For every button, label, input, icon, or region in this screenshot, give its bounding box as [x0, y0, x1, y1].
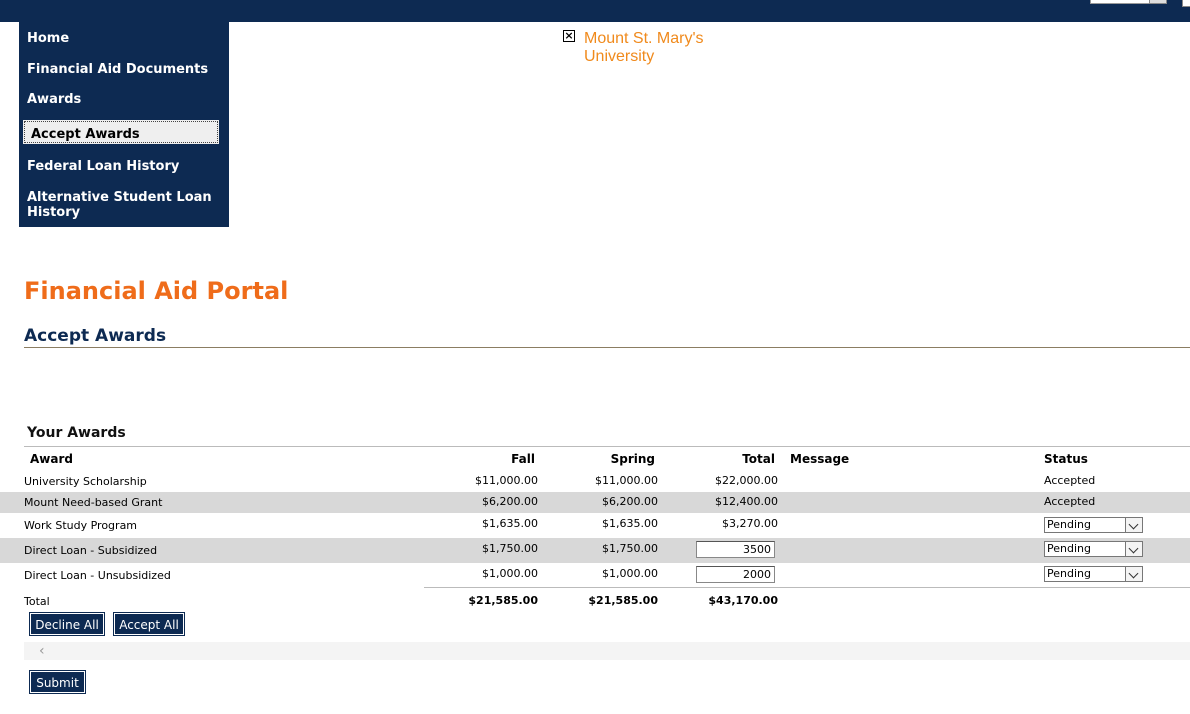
fall-amount: $1,750.00: [482, 542, 538, 555]
spring-amount: $6,200.00: [602, 495, 658, 508]
total-amount-input[interactable]: [696, 541, 775, 558]
fall-amount: $6,200.00: [482, 495, 538, 508]
fall-amount: $11,000.00: [475, 474, 538, 487]
award-name: University Scholarship: [24, 475, 147, 488]
totals-label: Total: [24, 595, 50, 608]
nav-item-federal-loan-history[interactable]: Federal Loan History: [27, 159, 180, 174]
status-text: Accepted: [1044, 495, 1096, 508]
table-row: [0, 563, 1190, 587]
chevron-left-icon[interactable]: ‹: [39, 643, 45, 659]
broken-image-icon: ×: [564, 29, 574, 42]
column-header-status: Status: [1044, 452, 1088, 466]
top-banner: [0, 0, 1190, 22]
status-select[interactable]: [1044, 517, 1143, 533]
spring-amount: $11,000.00: [595, 474, 658, 487]
status-select-value: Pending: [1047, 518, 1091, 531]
spring-amount: $1,000.00: [602, 567, 658, 580]
top-corner-button[interactable]: [1182, 0, 1190, 7]
top-search-input[interactable]: [1090, 0, 1150, 4]
side-navigation: [19, 22, 229, 227]
spring-total: $21,585.00: [588, 594, 658, 607]
award-name: Work Study Program: [24, 519, 138, 532]
spring-amount: $1,750.00: [602, 542, 658, 555]
top-search-button[interactable]: [1149, 0, 1167, 4]
nav-item-home[interactable]: Home: [27, 31, 70, 46]
award-name: Mount Need-based Grant: [24, 496, 163, 509]
status-select-value: Pending: [1047, 542, 1091, 555]
submit-button[interactable]: Submit: [30, 671, 85, 693]
fall-amount: $1,000.00: [482, 567, 538, 580]
decline-all-button[interactable]: Decline All: [30, 613, 104, 635]
spring-amount: $1,635.00: [602, 517, 658, 530]
table-row: [0, 538, 1190, 563]
grand-total: $43,170.00: [708, 594, 778, 607]
table-row: [0, 513, 1190, 538]
nav-item-awards[interactable]: Awards: [27, 92, 82, 107]
column-header-spring: Spring: [610, 452, 655, 466]
nav-item-financial-aid-documents[interactable]: Financial Aid Documents: [27, 62, 209, 77]
awards-divider: [24, 446, 1190, 447]
fall-total: $21,585.00: [468, 594, 538, 607]
totals-row: [0, 588, 1190, 610]
status-select[interactable]: [1044, 566, 1143, 582]
chevron-down-icon[interactable]: [1125, 542, 1142, 556]
award-name: Direct Loan - Subsidized: [24, 544, 158, 557]
status-text: Accepted: [1044, 474, 1096, 487]
total-amount: $12,400.00: [715, 495, 778, 508]
table-row: [0, 492, 1190, 513]
chevron-down-icon[interactable]: [1125, 518, 1142, 532]
title-divider: [24, 347, 1190, 348]
total-amount: $22,000.00: [715, 474, 778, 487]
awards-heading: Your Awards: [27, 425, 126, 441]
accept-all-button[interactable]: Accept All: [114, 613, 184, 635]
column-header-award: Award: [30, 452, 73, 466]
column-header-fall: Fall: [511, 452, 535, 466]
page-title: Accept Awards: [24, 326, 167, 346]
logo-alt-text: Mount St. Mary's University: [584, 30, 704, 65]
table-row: [0, 472, 1190, 492]
nav-item-alternative-student-loan-history[interactable]: Alternative Student Loan History: [27, 190, 212, 220]
chevron-down-icon[interactable]: [1125, 567, 1142, 581]
column-header-total: Total: [742, 452, 775, 466]
portal-title: Financial Aid Portal: [24, 277, 289, 305]
fall-amount: $1,635.00: [482, 517, 538, 530]
award-name: Direct Loan - Unsubsidized: [24, 569, 171, 582]
column-header-message: Message: [790, 452, 850, 466]
status-select-value: Pending: [1047, 567, 1091, 580]
nav-item-accept-awards[interactable]: Accept Awards: [21, 118, 221, 146]
horizontal-scrollbar[interactable]: [24, 642, 1190, 660]
total-amount: $3,270.00: [722, 517, 778, 530]
total-amount-input[interactable]: [696, 566, 775, 583]
status-select[interactable]: [1044, 541, 1143, 557]
